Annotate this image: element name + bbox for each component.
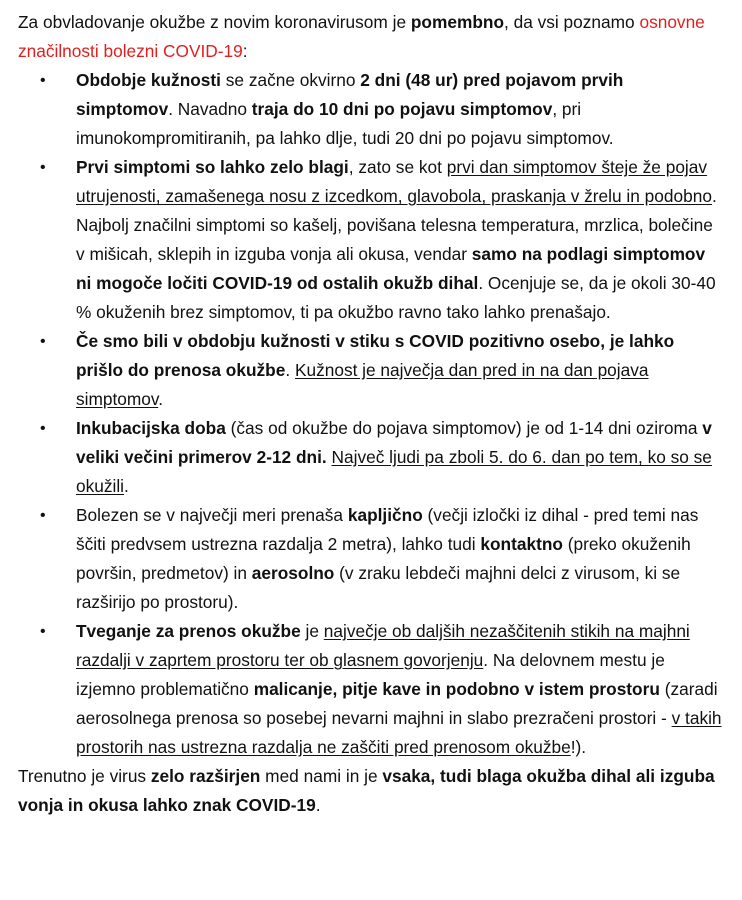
text: (zaradi aerosolnega prenosa so posebej nevarni majhni in slabo prezračeni prostori - — [76, 679, 718, 728]
bold-text: Inkubacijska doba — [76, 418, 226, 438]
text: (večji izločki iz dihal - pred temi nas ščiti predvsem ustrezna razdalja 2 metra), lahko tudi — [76, 505, 699, 554]
intro-paragraph — [18, 8, 724, 66]
text: (v zraku lebdeči majhni delci z virusom, ki se razširijo po prostoru). — [76, 563, 681, 612]
text: . — [124, 476, 129, 496]
text: je — [300, 621, 324, 641]
intro-text: : — [242, 41, 248, 61]
text: , zato se kot — [348, 157, 447, 177]
bold-text: kapljično — [347, 505, 423, 525]
bullet-item-transmission-risk — [76, 617, 724, 762]
text: (preko okuženih površin, predmetov) in — [76, 534, 691, 583]
bold-text: zelo razširjen — [150, 766, 261, 786]
intro-text: , da vsi poznamo — [504, 12, 640, 32]
text: !). — [570, 737, 587, 757]
bold-text: Prvi simptomi so lahko zelo blagi — [76, 157, 349, 177]
intro-bold: pomembno — [410, 12, 504, 32]
bold-text: samo na podlagi simptomov ni mogoče ločiti COVID-19 od ostalih okužb dihal — [76, 244, 706, 293]
bold-text: 2 dni (48 ur) pred pojavom prvih simptomov — [76, 70, 624, 119]
bold-text: Tveganje za prenos okužbe — [76, 621, 301, 641]
text: . Ocenjuje se, da je okoli 30-40 % okuženih brez simptomov, ti pa okužbo ravno tako lahko prenašajo. — [76, 273, 716, 322]
text: . Najbolj značilni simptomi so kašelj, povišana telesna temperatura, mrzlica, bolečine v mišicah, sklepih in izguba vonja ali okusa, vendar — [76, 186, 717, 264]
text: . Na delovnem mestu je izjemno problematično — [76, 650, 665, 699]
intro-highlight-red: osnovne značilnosti bolezni COVID-19 — [18, 12, 705, 61]
text: Bolezen se v največji meri prenaša — [76, 505, 348, 525]
symptoms-bullet-list — [18, 66, 724, 762]
bold-text: aerosolno — [251, 563, 335, 583]
bullet-item-contact-transmission — [76, 327, 724, 414]
text: . — [285, 360, 295, 380]
bold-text: kontaktno — [480, 534, 563, 554]
underlined-text: največje ob daljših nezaščitenih stikih na majhni razdalji v zaprtem prostoru ter ob glasnem govorjenju — [76, 621, 690, 670]
bullet-item-incubation-period — [76, 414, 724, 501]
intro-text: Za obvladovanje okužbe z novim koronavirusom je — [18, 12, 411, 32]
bold-text: traja do 10 dni po pojavu simptomov — [251, 99, 553, 119]
outro-paragraph — [18, 762, 724, 820]
bullet-item-first-symptoms — [76, 153, 724, 327]
text: . — [158, 389, 164, 409]
text: med nami in je — [260, 766, 383, 786]
bold-text: Če smo bili v obdobju kužnosti v stiku s COVID pozitivno osebo, je lahko prišlo do prenosa okužbe — [76, 331, 675, 380]
bold-text: malicanje, pitje kave in podobno v istem prostoru — [253, 679, 660, 699]
bullet-item-transmission-routes — [76, 501, 724, 617]
text: (čas od okužbe do pojava simptomov) je od 1-14 dni oziroma — [225, 418, 703, 438]
underlined-text: prvi dan simptomov šteje že pojav utrujenosti, zamašenega nosu z izcedkom, glavobola, praskanja v žrelu in podobno — [76, 157, 712, 206]
underlined-text: Kužnost je največja dan pred in na dan pojava simptomov — [76, 360, 649, 409]
bullet-item-infectious-period — [76, 66, 724, 153]
text: se začne okvirno — [220, 70, 361, 90]
underlined-text: v takih prostorih nas ustrezna razdalja ne zaščiti pred prenosom okužbe — [76, 708, 722, 757]
bold-text: Obdobje kužnosti — [76, 70, 221, 90]
bold-text: v veliki večini primerov 2-12 dni. — [76, 418, 712, 467]
bold-text: vsaka, tudi blaga okužba dihal ali izguba vonja in okusa lahko znak COVID-19 — [18, 766, 715, 815]
text: Trenutno je virus — [18, 766, 151, 786]
underlined-text: Največ ljudi pa zboli 5. do 6. dan po tem, ko so se okužili — [76, 447, 712, 496]
text: . — [315, 795, 321, 815]
text: . Navadno — [168, 99, 252, 119]
text: , pri imunokompromitiranih, pa lahko dlje, tudi 20 dni po pojavu simptomov. — [76, 99, 614, 148]
